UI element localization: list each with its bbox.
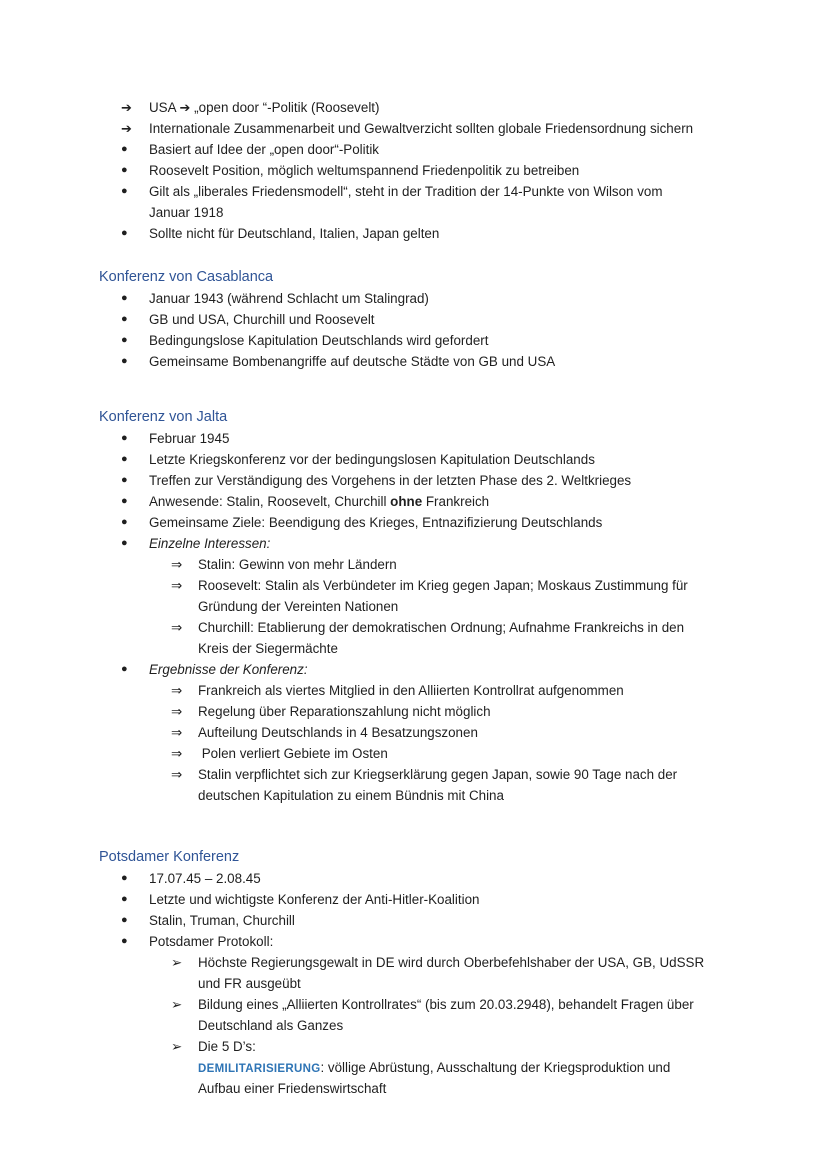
jalta-ergebnis-5-cont: deutschen Kapitulation zu einem Bündnis mit China	[198, 788, 504, 803]
bullet-icon: ●	[121, 432, 128, 444]
bullet-icon: ●	[121, 893, 128, 905]
bullet-icon: ●	[121, 313, 128, 325]
list-item	[0, 97, 828, 118]
sub-list-item	[0, 722, 828, 743]
bullet-icon: ●	[121, 914, 128, 926]
sub-list-item-continuation	[0, 596, 828, 617]
chevron-arrow-icon: ➢	[171, 1039, 183, 1054]
arrow-right-icon: ➔	[121, 121, 132, 136]
casablanca-section	[0, 288, 828, 372]
jalta-ergebnis-3: Aufteilung Deutschlands in 4 Besatzungszonen	[198, 725, 478, 740]
jalta-interesse-3: Churchill: Etablierung der demokratischen Ordnung; Aufnahme Frankreichs in den	[198, 620, 685, 635]
list-item	[0, 889, 828, 910]
bullet-icon: ●	[121, 453, 128, 465]
jalta-item-1: Februar 1945	[149, 431, 230, 446]
sub-list-item-continuation	[0, 1015, 828, 1036]
bullet-icon: ●	[121, 495, 128, 507]
list-item	[0, 533, 828, 554]
potsdam-item-3: Stalin, Truman, Churchill	[149, 913, 295, 928]
list-item-continuation	[0, 202, 828, 223]
intro-section	[0, 97, 828, 244]
casablanca-item-3: Bedingungslose Kapitulation Deutschlands wird gefordert	[149, 333, 489, 348]
jalta-item-3: Treffen zur Verständigung des Vorgehens in der letzten Phase des 2. Weltkrieges	[149, 473, 632, 488]
sub-list-item-continuation	[0, 973, 828, 994]
intro-open-door: „open door “-Politik (Roosevelt)	[194, 100, 380, 115]
bullet-icon: ●	[121, 355, 128, 367]
potsdam-item-4: Potsdamer Protokoll:	[149, 934, 274, 949]
casablanca-item-2: GB und USA, Churchill und Roosevelt	[149, 312, 375, 327]
potsdam-section	[0, 868, 828, 1099]
potsdam-protokoll-1: Höchste Regierungsgewalt in DE wird durch Oberbefehlshaber der USA, GB, UdSSR	[198, 955, 705, 970]
heading-casablanca: Konferenz von Casablanca	[99, 269, 274, 285]
implies-arrow-icon: ⇒	[171, 767, 183, 782]
intro-bullet-2: Roosevelt Position, möglich weltumspannend Friedenpolitik zu betreiben	[149, 163, 580, 178]
bullet-icon: ●	[121, 143, 128, 155]
sub-list-item	[0, 701, 828, 722]
potsdam-item-2: Letzte und wichtigste Konferenz der Anti-Hitler-Koalition	[149, 892, 480, 907]
list-item	[0, 449, 828, 470]
sub-list-item	[0, 994, 828, 1015]
jalta-interessen-label: Einzelne Interessen:	[149, 536, 271, 551]
sub-list-item-continuation	[0, 1057, 828, 1078]
jalta-item-4-pre: Anwesende: Stalin, Roosevelt, Churchill	[149, 494, 391, 509]
list-item	[0, 491, 828, 512]
sub-list-item	[0, 680, 828, 701]
list-item	[0, 931, 828, 952]
list-item	[0, 868, 828, 889]
sub-list-item	[0, 1036, 828, 1057]
jalta-item-4-bold: ohne	[390, 494, 423, 509]
list-item	[0, 118, 828, 139]
list-item	[0, 330, 828, 351]
arrow-right-icon: ➔	[121, 100, 132, 115]
bullet-icon: ●	[121, 663, 128, 675]
list-item	[0, 470, 828, 491]
chevron-arrow-icon: ➢	[171, 955, 183, 970]
potsdam-protokoll-2: Bildung eines „Alliierten Kontrollrates“ (bis zum 20.03.2948), behandelt Fragen über	[198, 997, 694, 1012]
jalta-interesse-2-cont: Gründung der Vereinten Nationen	[198, 599, 399, 614]
list-item	[0, 512, 828, 533]
jalta-interesse-2: Roosevelt: Stalin als Verbündeter im Krieg gegen Japan; Moskaus Zustimmung für	[198, 578, 688, 593]
jalta-interesse-3-cont: Kreis der Siegermächte	[198, 641, 338, 656]
list-item	[0, 351, 828, 372]
jalta-ergebnis-4: Polen verliert Gebiete im Osten	[198, 746, 388, 761]
jalta-ergebnis-1: Frankreich als viertes Mitglied in den Alliierten Kontrollrat aufgenommen	[198, 683, 624, 698]
jalta-item-4-post: Frankreich	[422, 494, 490, 509]
sub-list-item-continuation	[0, 638, 828, 659]
intro-bullet-3: Gilt als „liberales Friedensmodell“, steht in der Tradition der 14-Punkte von Wilson vom	[149, 184, 663, 199]
jalta-ergebnisse-label: Ergebnisse der Konferenz:	[149, 662, 308, 677]
implies-arrow-icon: ⇒	[171, 683, 183, 698]
sub-list-item-continuation	[0, 785, 828, 806]
demilitarisierung-text-cont: Aufbau einer Friedenswirtschaft	[198, 1081, 387, 1096]
jalta-item-2: Letzte Kriegskonferenz vor der bedingungslosen Kapitulation Deutschlands	[149, 452, 595, 467]
intro-usa: USA	[149, 100, 176, 115]
potsdam-protokoll-3: Die 5 D’s:	[198, 1039, 256, 1054]
jalta-ergebnis-5: Stalin verpflichtet sich zur Kriegserklärung gegen Japan, sowie 90 Tage nach der	[198, 767, 678, 782]
demilitarisierung-label: DEMILITARISIERUNG	[198, 1063, 321, 1075]
list-item	[0, 288, 828, 309]
list-item	[0, 181, 828, 202]
list-item	[0, 659, 828, 680]
implies-arrow-icon: ⇒	[171, 746, 183, 761]
jalta-interesse-1: Stalin: Gewinn von mehr Ländern	[198, 557, 397, 572]
intro-line-2: Internationale Zusammenarbeit und Gewaltverzicht sollten globale Friedensordnung sichern	[149, 121, 694, 136]
sub-list-item	[0, 743, 828, 764]
implies-arrow-icon: ⇒	[171, 725, 183, 740]
bullet-icon: ●	[121, 872, 128, 884]
sub-list-item-continuation	[0, 1078, 828, 1099]
intro-bullet-1: Basiert auf Idee der „open door“-Politik	[149, 142, 379, 157]
jalta-section	[0, 428, 828, 806]
potsdam-protokoll-2-cont: Deutschland als Ganzes	[198, 1018, 344, 1033]
heading-potsdam: Potsdamer Konferenz	[99, 849, 240, 865]
bullet-icon: ●	[121, 334, 128, 346]
list-item	[0, 139, 828, 160]
potsdam-protokoll-1-cont: und FR ausgeübt	[198, 976, 301, 991]
arrow-right-icon: ➔	[179, 100, 191, 115]
bullet-icon: ●	[121, 164, 128, 176]
heading-jalta: Konferenz von Jalta	[99, 409, 228, 425]
bullet-icon: ●	[121, 537, 128, 549]
sub-list-item	[0, 617, 828, 638]
sub-list-item	[0, 554, 828, 575]
potsdam-item-1: 17.07.45 – 2.08.45	[149, 871, 261, 886]
sub-list-item	[0, 764, 828, 785]
bullet-icon: ●	[121, 227, 128, 239]
implies-arrow-icon: ⇒	[171, 578, 183, 593]
casablanca-item-4: Gemeinsame Bombenangriffe auf deutsche Städte von GB und USA	[149, 354, 556, 369]
jalta-ergebnis-2: Regelung über Reparationszahlung nicht möglich	[198, 704, 491, 719]
casablanca-item-1: Januar 1943 (während Schlacht um Stalingrad)	[149, 291, 429, 306]
bullet-icon: ●	[121, 292, 128, 304]
list-item	[0, 160, 828, 181]
implies-arrow-icon: ⇒	[171, 704, 183, 719]
bullet-icon: ●	[121, 516, 128, 528]
intro-bullet-3-cont: Januar 1918	[149, 205, 224, 220]
sub-list-item	[0, 575, 828, 596]
implies-arrow-icon: ⇒	[171, 557, 183, 572]
list-item	[0, 223, 828, 244]
bullet-icon: ●	[121, 474, 128, 486]
jalta-item-5: Gemeinsame Ziele: Beendigung des Krieges, Entnazifizierung Deutschlands	[149, 515, 603, 530]
list-item	[0, 309, 828, 330]
list-item	[0, 428, 828, 449]
chevron-arrow-icon: ➢	[171, 997, 183, 1012]
bullet-icon: ●	[121, 185, 128, 197]
bullet-icon: ●	[121, 935, 128, 947]
implies-arrow-icon: ⇒	[171, 620, 183, 635]
demilitarisierung-text: : völlige Abrüstung, Ausschaltung der Kriegsproduktion und	[320, 1060, 671, 1075]
intro-bullet-4: Sollte nicht für Deutschland, Italien, Japan gelten	[149, 226, 440, 241]
list-item	[0, 910, 828, 931]
sub-list-item	[0, 952, 828, 973]
